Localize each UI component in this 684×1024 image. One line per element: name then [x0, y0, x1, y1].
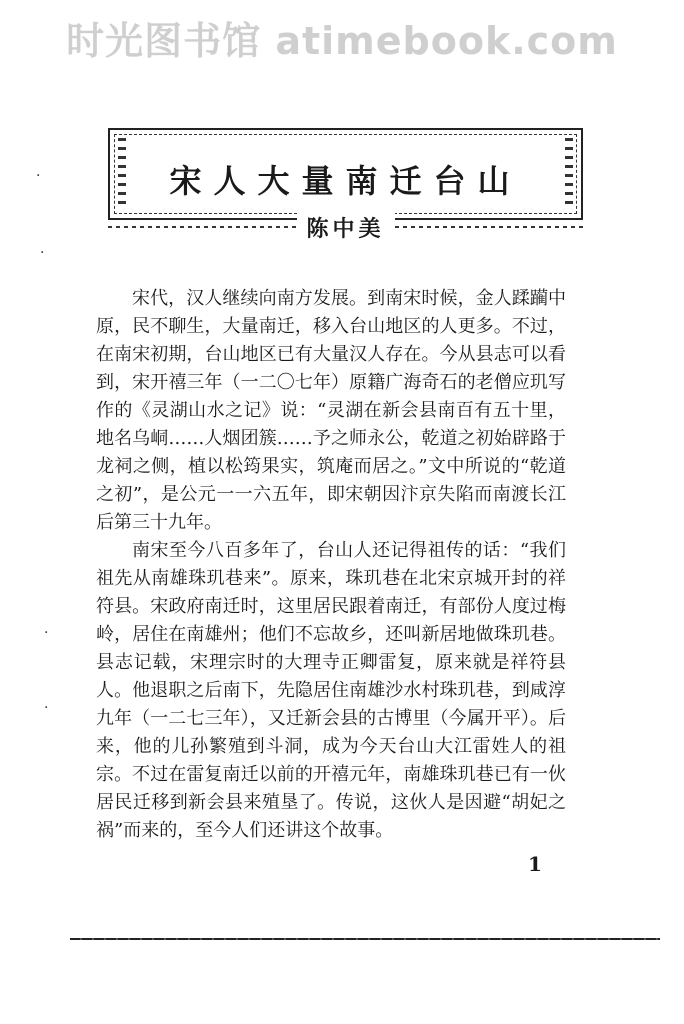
paragraph-2: 南宋至今八百多年了，台山人还记得祖传的话：“我们祖先从南雄珠玑巷来”。原来，珠玑巷在北宋京城开封的祥符县。宋政府南迁时，这里居民跟着南迁，有部份人度过梅岭，居住在南雄州；他们不忘故乡，还叫新居地做珠玑巷。县志记载，宋理宗时的大理寺正卿雷复，原来就是祥符县人。他退职之后南下，先隐居住南雄沙水村珠玑巷，到咸淳九年（一二七三年），又迁新会县的古博里（今属开平）。后来，他的儿孙繁殖到斗洞，成为今天台山大江雷姓人的祖宗。不过在雷复南迁以前的开禧元年，南雄珠玑巷已有一伙居民迁移到新会县来殖垦了。传说，这伙人是因避“胡妃之祸”而来的，至今人们还讲这个故事。 [96, 540, 566, 841]
scan-speck: · [44, 700, 49, 716]
watermark-text: 时光图书馆 atimebook.com [66, 19, 618, 63]
scan-speck: · [36, 168, 41, 184]
article-body [96, 285, 566, 845]
scan-speck: · [40, 245, 45, 261]
page-number: 1 [528, 852, 542, 876]
author-row [108, 212, 583, 242]
paragraph-1: 宋代，汉人继续向南方发展。到南宋时候，金人蹂躏中原，民不聊生，大量南迁，移入台山地区的人更多。不过，在南宋初期，台山地区已有大量汉人存在。今从县志可以看到，宋开禧三年（一二〇七年）原籍广海奇石的老僧应玑写作的《灵湖山水之记》说：“灵湖在新会县南百有五十里，地名乌峒……人烟团簇……予之师永公，乾道之初始辟路于龙祠之侧，植以松筠果实，筑庵而居之。”文中所说的“乾道之初”，是公元一一六五年，即宋朝因汴京失陷而南渡长江后第三十九年。 [96, 288, 566, 533]
article-author: 陈中美 [297, 212, 395, 243]
scan-speck: · [44, 625, 49, 641]
author-divider-right [395, 226, 584, 228]
title-frame [108, 128, 583, 220]
footer-rule [70, 938, 660, 940]
author-divider-left [108, 226, 297, 228]
article-title: 宋人大量南迁台山 [169, 162, 522, 200]
